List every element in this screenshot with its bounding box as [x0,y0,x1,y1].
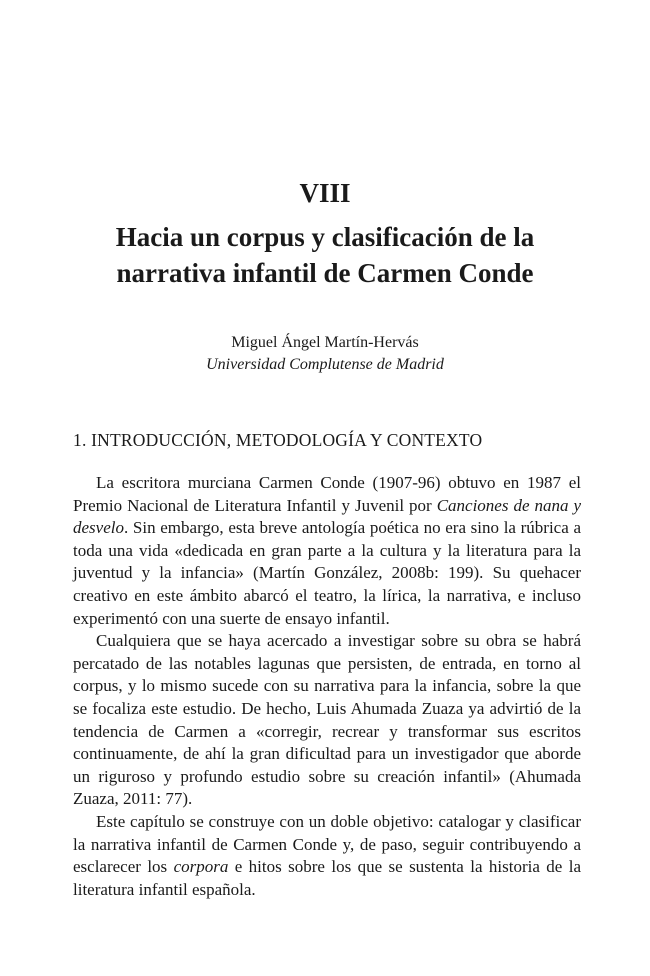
paragraph-3 [73,811,581,901]
paragraph-1-book-title: Canciones de nana y desvelo [73,495,581,538]
paragraph-1-text-b: . Sin embargo, esta breve antología poética no era sino la rúbrica a toda una vida «dedicada en gran parte a la cultura y la literatura para la juventud y la infancia» (Martín González, 2008b: 199). Su quehacer creativo en este ámbito abarcó el teatro, la lírica, la narrativa, e incluso experimentó con una suerte de ensayo infantil. [73,518,581,628]
body-text [73,472,581,901]
paragraph-2: Cualquiera que se haya acercado a investigar sobre su obra se habrá percatado de las notables lagunas que persisten, de entrada, en torno al corpus, y lo mismo sucede con su narrativa para la infancia, sobre la que se focaliza este estudio. De hecho, Luis Ahumada Zuaza ya advirtió de la tendencia de Carmen a «corregir, recrear y transformar sus escritos continuamente, de ahí la gran dificultad para un investigador que aborde un riguroso y profundo estudio sobre su creación infantil» (Ahumada Zuaza, 2011: 77). [73,631,581,809]
chapter-number: VIII [299,178,351,208]
paragraph-3-text-b: e hitos sobre los que se sustenta la historia de la literatura infantil española. [73,857,581,899]
author-affiliation: Universidad Complutense de Madrid [206,356,444,373]
section-heading: 1. INTRODUCCIÓN, METODOLOGÍA Y CONTEXTO [73,430,483,450]
chapter-title: Hacia un corpus y clasificación de la narrativa infantil de Carmen Conde [115,222,535,288]
paragraph-1-text-a: La escritora murciana Carmen Conde (1907-96) obtuvo en 1987 el Premio Nacional de Literatura Infantil y Juvenil por [73,473,581,515]
paragraph-3-text-a: Este capítulo se construye con un doble objetivo: catalogar y clasificar la narrativa infantil de Carmen Conde y, de paso, seguir contribuyendo a esclarecer los [73,811,581,877]
paragraph-1 [73,472,581,630]
paragraph-3-italic-term: corpora [173,857,229,877]
author-name: Miguel Ángel Martín-Hervás [231,334,419,351]
